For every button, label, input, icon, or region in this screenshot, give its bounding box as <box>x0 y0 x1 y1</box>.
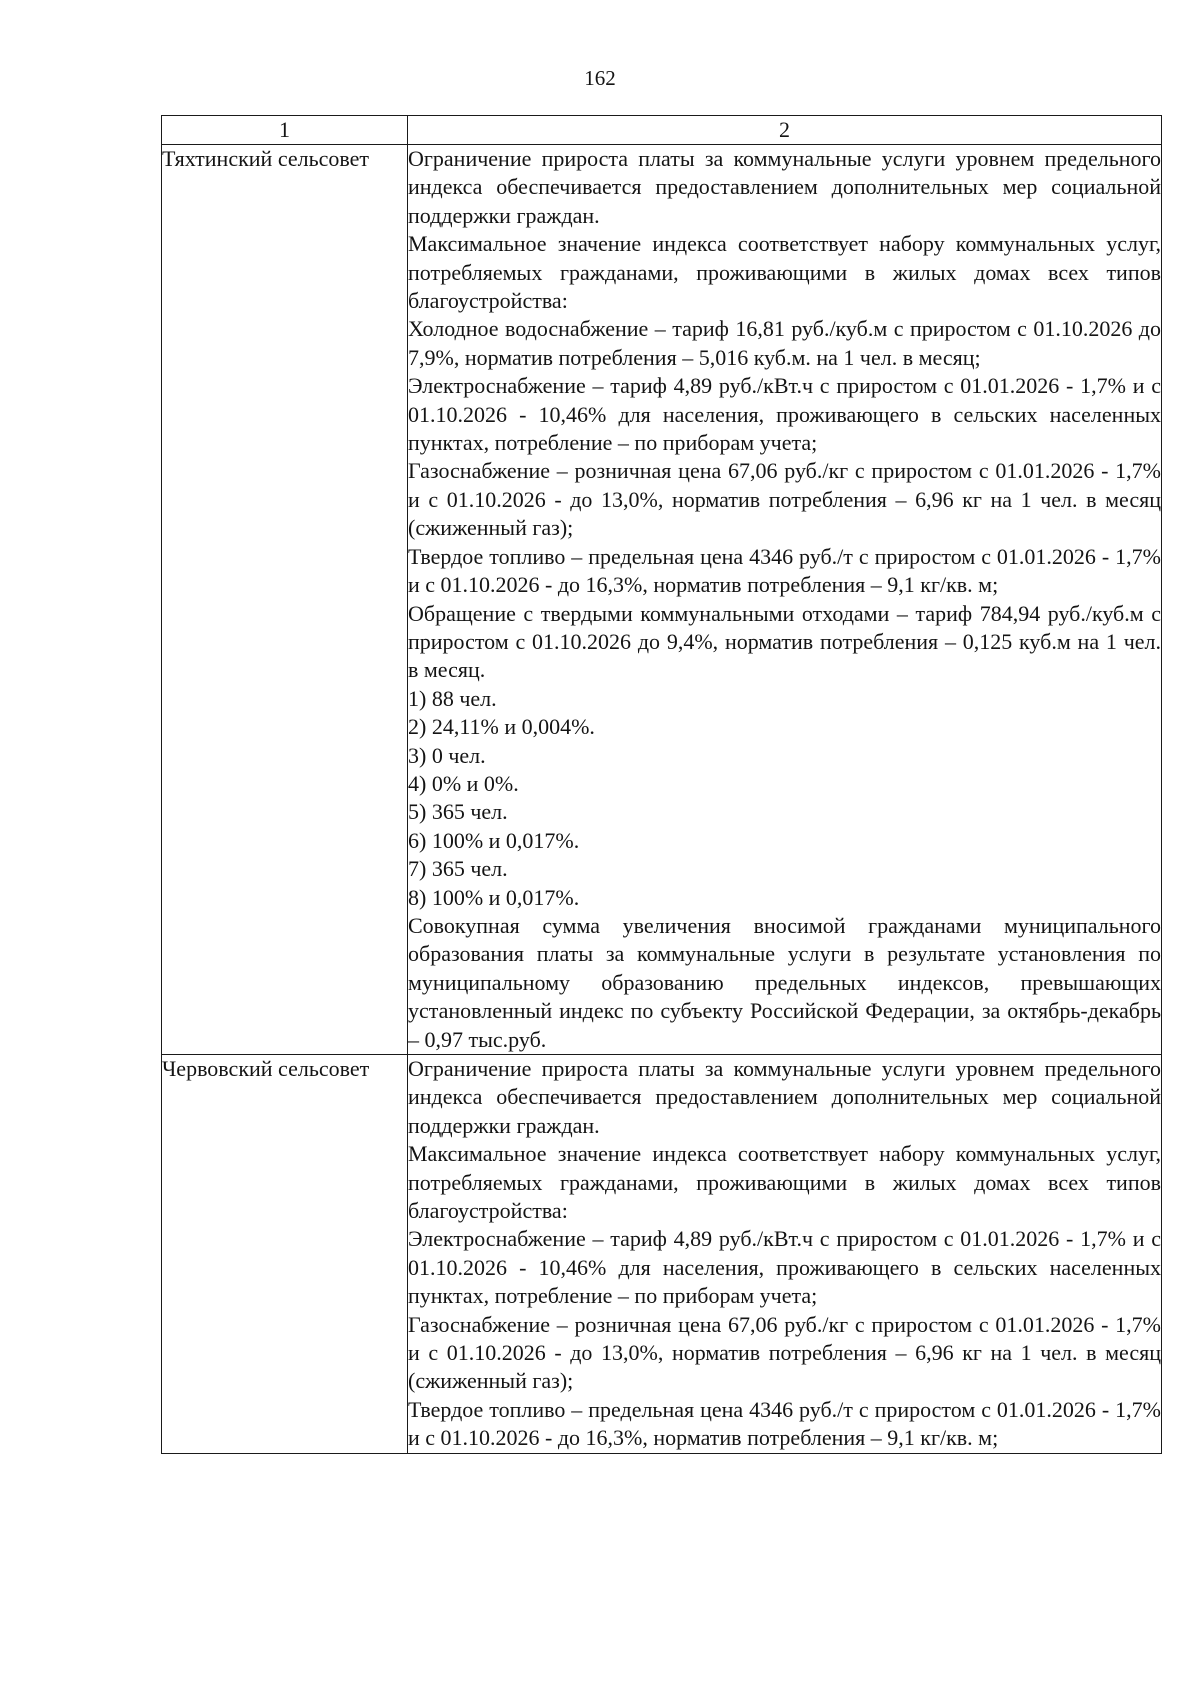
municipality-description <box>408 145 1162 1055</box>
paragraph-gas: Газоснабжение – розничная цена 67,06 руб./кг с приростом с 01.01.2026 - 1,7% и с 01.10.2026 - до 13,0%, норматив потребления – 6,96 кг на 1 чел. в месяц (сжиженный газ); <box>408 1311 1161 1394</box>
municipality-name: Тяхтинский сельсовет <box>162 145 408 1055</box>
municipality-name: Червовский сельсовет <box>162 1055 408 1454</box>
list-item: 6) 100% и 0,017%. <box>408 827 580 853</box>
paragraph-solid-fuel: Твердое топливо – предельная цена 4346 руб./т с приростом с 01.01.2026 - 1,7% и с 01.10.2026 - до 16,3%, норматив потребления – 9,1 кг/кв. м; <box>408 1396 1161 1451</box>
paragraph-support-measures: Ограничение прироста платы за коммунальные услуги уровнем предельного индекса обеспечивается предоставлением дополнительных мер социальной поддержки граждан. <box>408 146 1161 228</box>
table-row <box>162 145 1162 1055</box>
list-item: 7) 365 чел. <box>408 856 508 882</box>
paragraph-waste: Обращение с твердыми коммунальными отходами – тариф 784,94 руб./куб.м с приростом с 01.10.2026 до 9,4%, норматив потребления – 0,125 куб.м на 1 чел. в месяц. <box>408 600 1161 683</box>
list-item: 3) 0 чел. <box>408 742 486 768</box>
list-item: 4) 0% и 0%. <box>408 770 519 796</box>
list-item: 5) 365 чел. <box>408 799 508 825</box>
list-item: 2) 24,11% и 0,004%. <box>408 714 595 740</box>
table-row <box>162 1055 1162 1454</box>
paragraph-cold-water: Холодное водоснабжение – тариф 16,81 руб./куб.м с приростом с 01.10.2026 до 7,9%, норматив потребления – 5,016 куб.м. на 1 чел. в месяц; <box>408 316 1161 370</box>
column-header-2: 2 <box>408 116 1162 145</box>
paragraph-max-index: Максимальное значение индекса соответствует набору коммунальных услуг, потребляемых гражданами, проживающими в жилых домах всех типов благоустройства: <box>408 1141 1161 1224</box>
paragraph-electricity: Электроснабжение – тариф 4,89 руб./кВт.ч с приростом с 01.01.2026 - 1,7% и с 01.10.2026 - 10,46% для населения, проживающего в сельских населенных пунктах, потребление – по приборам учета; <box>408 1226 1161 1309</box>
page-number: 162 <box>584 66 616 90</box>
table-header-row <box>162 116 1162 145</box>
paragraph-electricity: Электроснабжение – тариф 4,89 руб./кВт.ч с приростом с 01.01.2026 - 1,7% и с 01.10.2026 - 10,46% для населения, проживающего в сельских населенных пунктах, потребление – по приборам учета; <box>408 373 1161 456</box>
list-item: 8) 100% и 0,017%. <box>408 884 580 910</box>
list-item: 1) 88 чел. <box>408 685 497 711</box>
municipality-description <box>408 1055 1162 1454</box>
paragraph-summary: Совокупная сумма увеличения вносимой гражданами муниципального образования платы за коммунальные услуги в результате установления по муниципальному образованию предельных индексов, превышающих установленный индекс по субъекту Российской Федерации, за октябрь-декабрь – 0,97 тыс.руб. <box>408 912 1161 1052</box>
tariff-table <box>161 115 1162 1454</box>
paragraph-support-measures: Ограничение прироста платы за коммунальные услуги уровнем предельного индекса обеспечивается предоставлением дополнительных мер социальной поддержки граждан. <box>408 1056 1161 1138</box>
paragraph-gas: Газоснабжение – розничная цена 67,06 руб./кг с приростом с 01.01.2026 - 1,7% и с 01.10.2026 - до 13,0%, норматив потребления – 6,96 кг на 1 чел. в месяц (сжиженный газ); <box>408 458 1161 541</box>
column-header-1: 1 <box>162 116 408 145</box>
paragraph-max-index: Максимальное значение индекса соответствует набору коммунальных услуг, потребляемых гражданами, проживающими в жилых домах всех типов благоустройства: <box>408 231 1161 314</box>
paragraph-solid-fuel: Твердое топливо – предельная цена 4346 руб./т с приростом с 01.01.2026 - 1,7% и с 01.10.2026 - до 16,3%, норматив потребления – 9,1 кг/кв. м; <box>408 543 1161 598</box>
